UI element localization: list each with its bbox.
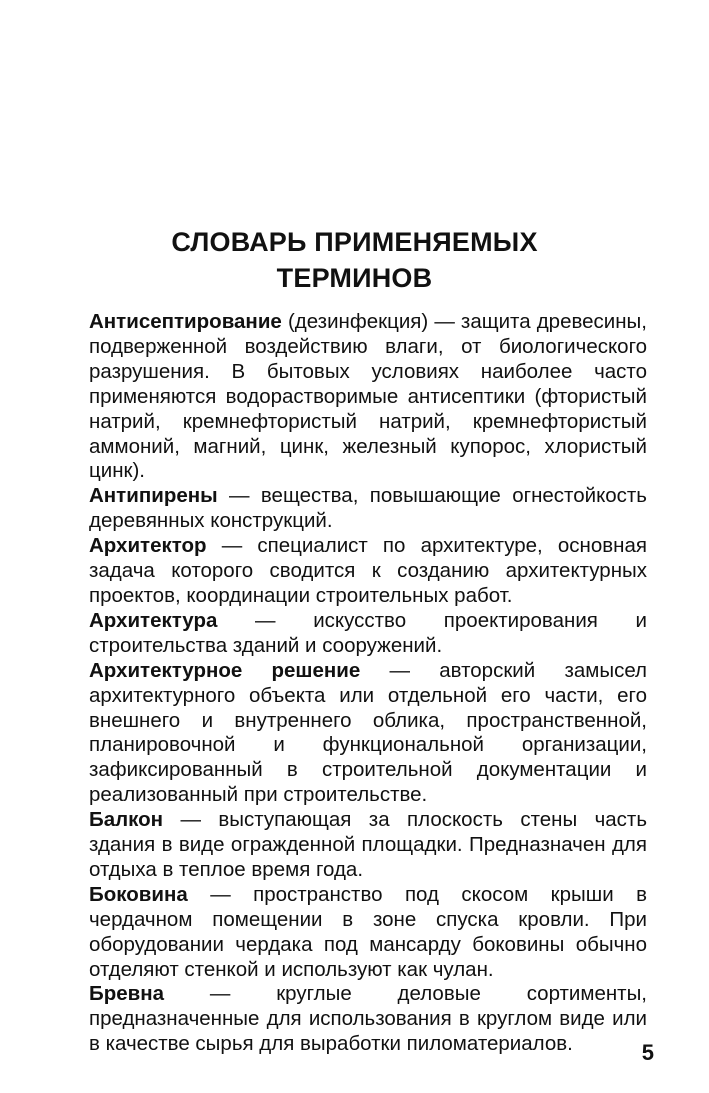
glossary-definition: — авторский замысел архитектурного объекта или отдельной его части, его внешнего и внутреннего облика, пространственной, планировочной и функциональной организации, зафиксированный в строительной документации и реализованный при строительстве.: [89, 658, 648, 807]
glossary-definition: — специалист по архитектуре, основная задача которого сводится к созданию архитектурных проектов, координации строительных работ.: [89, 534, 647, 607]
glossary-term: Боковина: [89, 882, 188, 906]
glossary-term: Балкон: [89, 808, 164, 832]
glossary-entry: [89, 808, 647, 883]
glossary-term: Архитектура: [89, 608, 218, 632]
glossary-definition: (дезинфекция) — защита древесины, подверженной воздействию влаги, от биологического разрушения. В бытовых условиях наиболее часто применяются водорастворимые антисептики (фтористый натрий, кремнефтористый натрий, кремнефтористый аммоний, магний, цинк, железный купорос, хлористый цинк).: [89, 310, 647, 483]
page-number: 5: [641, 1040, 654, 1065]
glossary-entry: [89, 883, 647, 983]
glossary-term: Бревна: [89, 982, 165, 1006]
glossary-term: Антипирены: [89, 484, 218, 508]
glossary-term: Архитектурное решение: [89, 658, 361, 682]
glossary-definition: — вещества, повышающие огнестойкость деревянных конструкций.: [89, 484, 647, 533]
glossary-definition: — пространство под скосом крыши в чердачном помещении в зоне спуска кровли. При оборудовании чердака под мансарду боковины обычно отделяют стенкой и используют как чулан.: [89, 882, 647, 981]
glossary-entry: [89, 534, 647, 609]
glossary-entry: [89, 659, 647, 808]
page-title: [0, 224, 709, 296]
glossary-definition: — искусство проектирования и строительства зданий и сооружений.: [89, 608, 647, 657]
glossary-term: Антисептирование: [89, 310, 282, 333]
glossary-body: [89, 310, 647, 1057]
glossary-entry: [89, 982, 647, 1057]
page-title-line-2: ТЕРМИНОВ: [276, 263, 433, 294]
glossary-term: Архитектор: [89, 534, 207, 558]
glossary-entry: [89, 484, 647, 534]
page-title-line-1: СЛОВАРЬ ПРИМЕНЯЕМЫХ: [171, 227, 538, 258]
glossary-entry: [89, 310, 647, 484]
glossary-entry: [89, 609, 647, 659]
glossary-definition: — выступающая за плоскость стены часть здания в виде огражденной площадки. Предназначен для отдыха в теплое время года.: [89, 808, 647, 881]
glossary-definition: — круглые деловые сортименты, предназначенные для использования в круглом виде или в качестве сырья для выработки пиломатериалов.: [89, 982, 647, 1056]
